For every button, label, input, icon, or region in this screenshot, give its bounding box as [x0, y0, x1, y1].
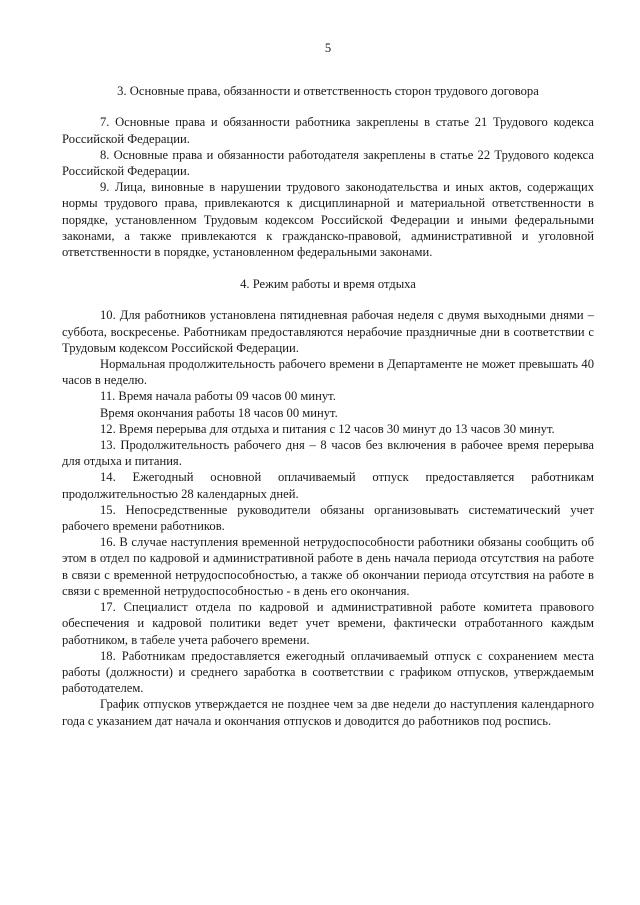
paragraph-16: 16. В случае наступления временной нетрудоспособности работники обязаны сообщить об этом в отдел по кадровой и административной работе в день начала периода отсутствия на работе в связи с временной нетрудоспособностью, а также об окончании периода отсутствия на работе в связи с временной нетрудоспособностью - в день его окончания.	[62, 535, 594, 598]
paragraph-15: 15. Непосредственные руководители обязаны организовывать систематический учет рабочего времени работников.	[62, 502, 594, 534]
paragraph-end-time: Время окончания работы 18 часов 00 минут.	[100, 405, 338, 420]
paragraph-17: 17. Специалист отдела по кадровой и административной работе комитета правового обеспечения и кадровой политики ведет учет времени, фактически отработанного каждым работником, в табеле учета рабочего времени.	[62, 600, 594, 647]
paragraph-normal-hours: Нормальная продолжительность рабочего времени в Департаменте не может превышать 40 часов в неделю.	[62, 357, 594, 388]
page-number: 5	[324, 41, 332, 55]
paragraph-11: 11. Время начала работы 09 часов 00 минут.	[100, 389, 336, 404]
paragraph-18: 18. Работникам предоставляется ежегодный оплачиваемый отпуск с сохранением места работы (должности) и среднего заработка в соответствии с графиком отпусков, утверждаемым работодателем.	[62, 648, 594, 696]
paragraph-14: 14. Ежегодный основной оплачиваемый отпуск предоставляется работникам продолжительностью 28 календарных дней.	[62, 470, 594, 501]
paragraph-12: 12. Время перерыва для отдыха и питания с 12 часов 30 минут до 13 часов 30 минут.	[100, 421, 555, 436]
paragraph-13: 13. Продолжительность рабочего дня – 8 часов без включения в рабочее время перерыва для отдыха и питания.	[62, 438, 594, 469]
section-heading-work-schedule: 4. Режим работы и время отдыха	[240, 277, 416, 292]
paragraph-9: 9. Лица, виновные в нарушении трудового законодательства и иных актов, содержащих нормы трудового права, привлекаются к дисциплинарной и материальной ответственности в порядке, установленном Трудовым кодексом Российской Федерации и иными федеральными законами, а также привлекаются к гражданско-правовой, административной и уголовной ответственности в порядке, установленном федеральными законами.	[62, 180, 594, 260]
section-heading-rights: 3. Основные права, обязанности и ответственность сторон трудового договора	[117, 84, 539, 99]
paragraph-10: 10. Для работников установлена пятидневная рабочая неделя с двумя выходными днями – суббота, воскресенье. Работникам предоставляются нерабочие праздничные дни в соответствии с Трудовым кодексом Российской Федерации.	[62, 308, 594, 355]
paragraph-vacation-schedule: График отпусков утверждается не позднее чем за две недели до наступления календарного года с указанием дат начала и окончания отпусков и доводится до работников под роспись.	[62, 697, 594, 728]
paragraph-7: 7. Основные права и обязанности работника закреплены в статье 21 Трудового кодекса Российской Федерации.	[62, 115, 594, 146]
paragraph-8: 8. Основные права и обязанности работодателя закреплены в статье 22 Трудового кодекса Российской Федерации.	[62, 147, 594, 179]
